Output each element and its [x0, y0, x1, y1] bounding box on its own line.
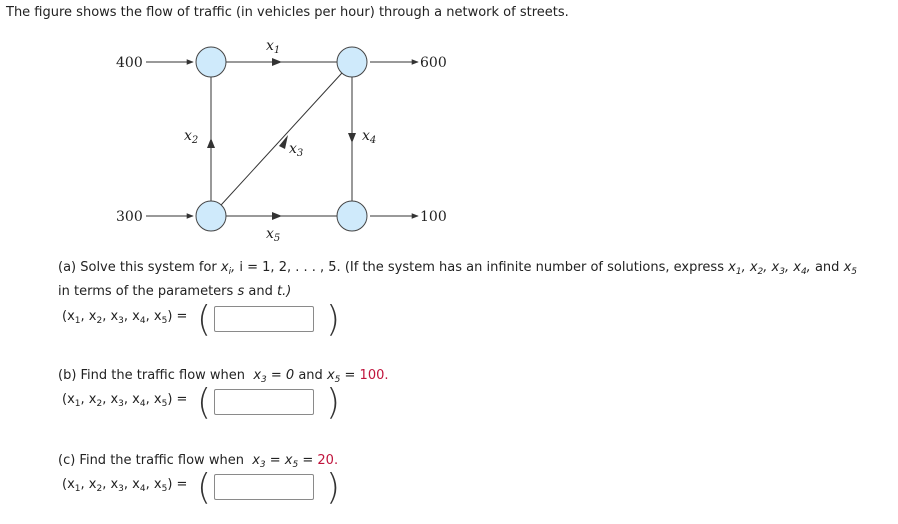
x5-direction-arrow: [272, 212, 282, 220]
x4-label: $x_4$: [362, 128, 377, 146]
part-c-tuple-label: ($x_1$, $x_2$, $x_3$, $x_4$, $x_5$) =: [62, 477, 188, 494]
part-b-x5-value: 100.: [359, 368, 389, 383]
x4-direction-arrow: [348, 133, 356, 143]
outflow-label-100: 100: [420, 209, 447, 225]
part-b-answer-input[interactable]: [214, 389, 314, 415]
close-paren: ): [326, 299, 341, 340]
x2-label: $x_2$: [184, 128, 199, 146]
part-a-answer-input[interactable]: [214, 306, 314, 332]
part-a-tuple-label: ($x_1$, $x_2$, $x_3$, $x_4$, $x_5$) =: [62, 309, 188, 326]
inflow-label-400: 400: [116, 55, 143, 71]
inflow-label-300: 300: [116, 209, 143, 225]
street-x3: [211, 62, 352, 216]
intersection-top-right: [337, 47, 367, 77]
intersection-top-left: [196, 47, 226, 77]
close-paren: ): [326, 467, 341, 508]
intersection-bottom-right: [337, 201, 367, 231]
problem-intro: The figure shows the flow of traffic (in vehicles per hour) through a network of streets.: [6, 5, 569, 20]
close-paren: ): [326, 382, 341, 423]
x1-direction-arrow: [272, 58, 282, 66]
part-a-question-line2: in terms of the parameters s and t.): [58, 284, 292, 299]
x3-label: $x_3$: [289, 141, 304, 159]
part-a-question: (a) Solve this system for $x_i$, i = 1, 2, . . . , 5. (If the system has an infinite number of solutions, express $x_1$, $x_2$, $x_3$, $x_4$, and $x_5$: [58, 260, 857, 277]
part-c-answer-input[interactable]: [214, 474, 314, 500]
intersection-bottom-left: [196, 201, 226, 231]
part-b-tuple-label: ($x_1$, $x_2$, $x_3$, $x_4$, $x_5$) =: [62, 392, 188, 409]
open-paren: (: [197, 467, 212, 508]
open-paren: (: [197, 299, 212, 340]
x5-label: $x_5$: [266, 226, 281, 244]
part-b-question: (b) Find the traffic flow when $x_3 = 0$ and $x_5 = 100$.: [58, 368, 389, 385]
open-paren: (: [197, 382, 212, 423]
part-c-question: (c) Find the traffic flow when $x_3 = x_5 = 20$.: [58, 453, 339, 470]
outflow-label-600: 600: [420, 55, 447, 71]
part-c-value: 20.: [317, 453, 339, 468]
x1-label: $x_1$: [266, 38, 281, 56]
traffic-network-diagram: [0, 0, 898, 260]
x2-direction-arrow: [207, 138, 215, 148]
